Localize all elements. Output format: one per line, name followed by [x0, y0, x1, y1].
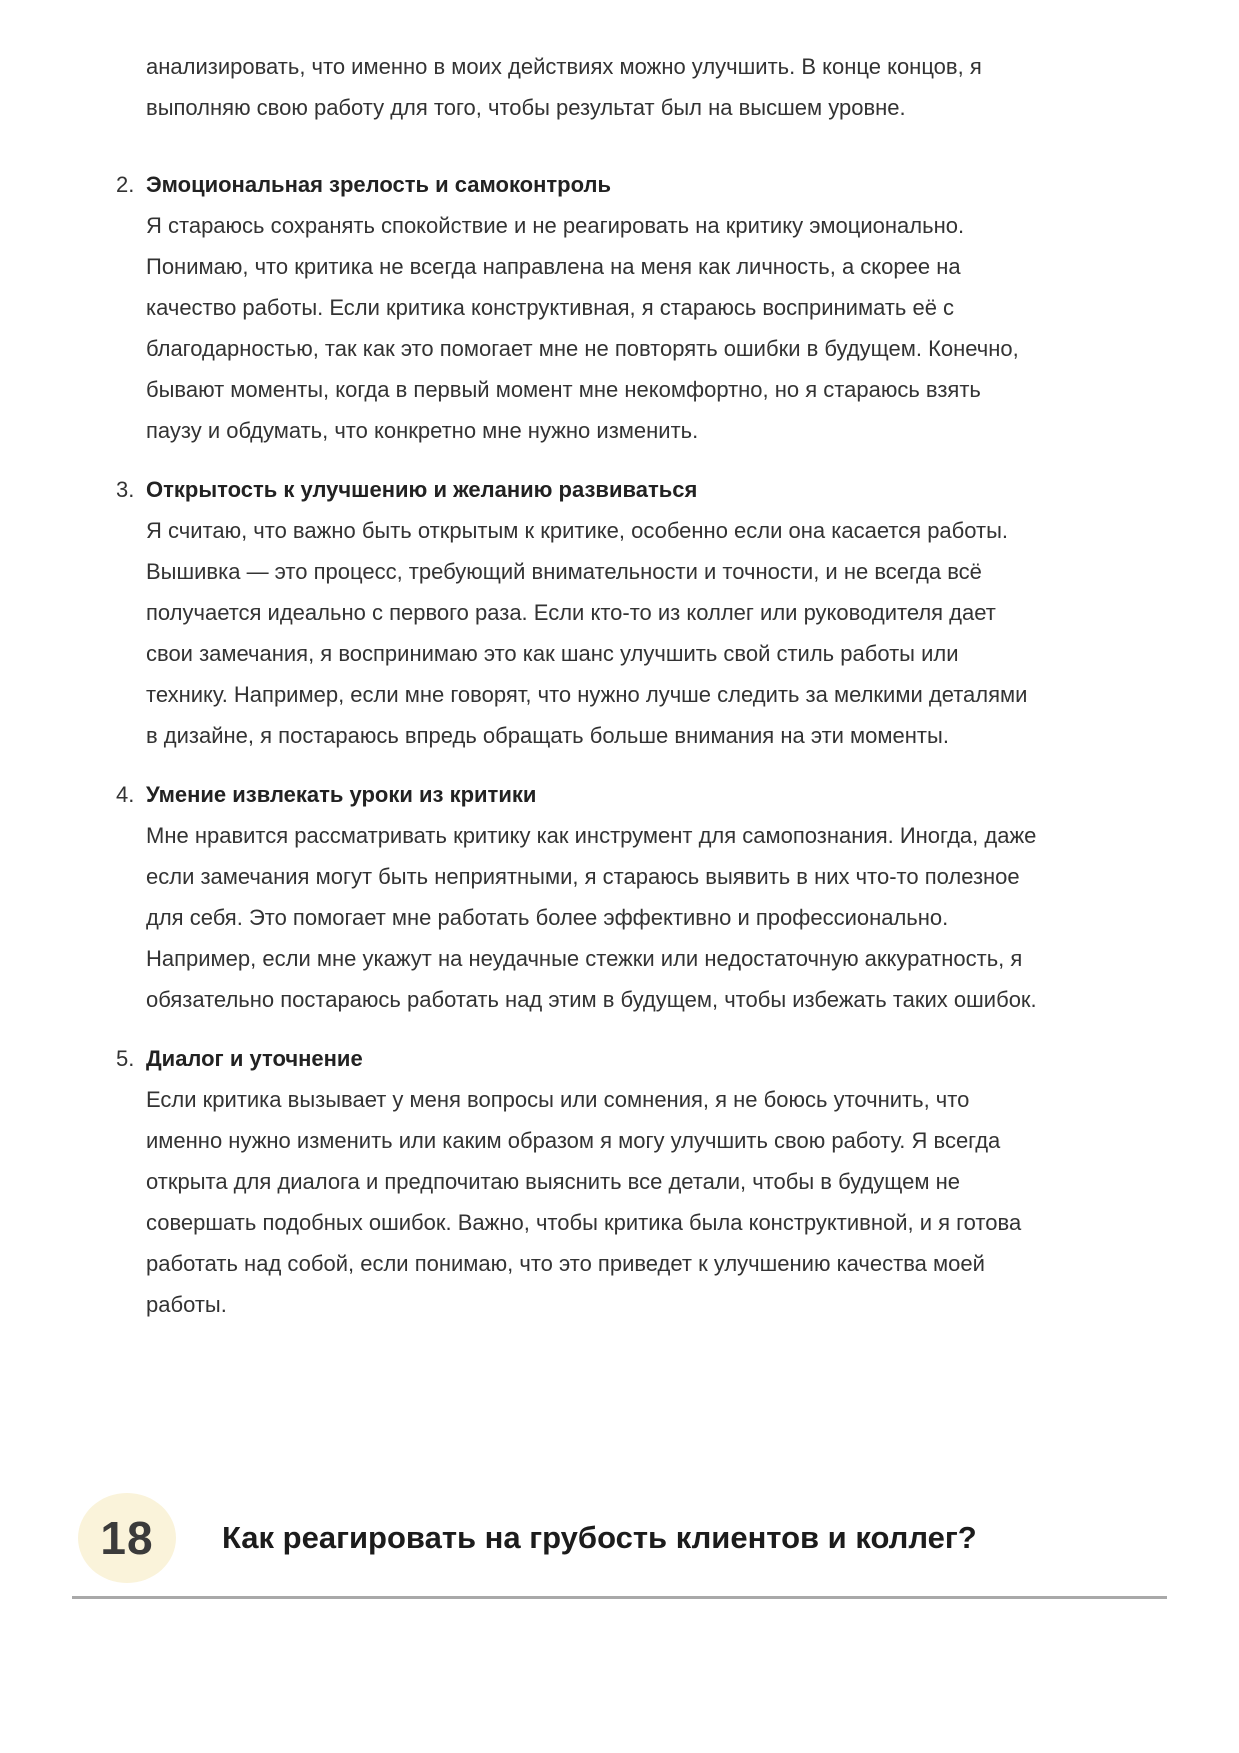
- section-header: [78, 1493, 977, 1583]
- section-number: 18: [100, 1512, 154, 1564]
- intro-paragraph: [146, 46, 1239, 128]
- list-item: [116, 164, 1239, 451]
- list-item: [116, 469, 1239, 756]
- item-title: Эмоциональная зрелость и самоконтроль: [146, 172, 611, 197]
- paragraph-line: Мне нравится рассматривать критику как инструмент для самопознания. Иногда, даже: [146, 823, 1037, 848]
- paragraph-line: работы.: [146, 1292, 227, 1317]
- section-divider: [72, 1596, 1167, 1599]
- item-heading: [116, 1038, 1239, 1079]
- item-title: Умение извлекать уроки из критики: [146, 782, 537, 807]
- paragraph-line: если замечания могут быть неприятными, я стараюсь выявить в них что-то полезное: [146, 864, 1020, 889]
- paragraph-line: именно нужно изменить или каким образом я могу улучшить свою работу. Я всегда: [146, 1128, 1001, 1153]
- paragraph-line: Например, если мне укажут на неудачные стежки или недостаточную аккуратность, я: [146, 946, 1023, 971]
- paragraph-line: свои замечания, я воспринимаю это как шанс улучшить свой стиль работы или: [146, 641, 959, 666]
- section-number-badge: [78, 1493, 176, 1583]
- paragraph-line: получается идеально с первого раза. Если кто-то из коллег или руководителя дает: [146, 600, 996, 625]
- paragraph-line: паузу и обдумать, что конкретно мне нужно изменить.: [146, 418, 699, 443]
- item-number: 4.: [116, 782, 135, 807]
- paragraph-line: Я стараюсь сохранять спокойствие и не реагировать на критику эмоционально.: [146, 213, 965, 238]
- item-number: 2.: [116, 172, 135, 197]
- paragraph-line: анализировать, что именно в моих действиях можно улучшить. В конце концов, я: [146, 54, 982, 79]
- numbered-list: [116, 164, 1239, 1325]
- paragraph-line: открыта для диалога и предпочитаю выяснить все детали, чтобы в будущем не: [146, 1169, 961, 1194]
- item-title: Диалог и уточнение: [146, 1046, 363, 1071]
- paragraph-line: качество работы. Если критика конструктивная, я стараюсь воспринимать её с: [146, 295, 955, 320]
- item-heading: [116, 469, 1239, 510]
- paragraph-line: Я считаю, что важно быть открытым к критике, особенно если она касается работы.: [146, 518, 1009, 543]
- paragraph-line: бывают моменты, когда в первый момент мне некомфортно, но я стараюсь взять: [146, 377, 981, 402]
- paragraph-line: Вышивка — это процесс, требующий внимательности и точности, и не всегда всё: [146, 559, 982, 584]
- item-number: 3.: [116, 477, 135, 502]
- list-item: [116, 774, 1239, 1020]
- paragraph-line: технику. Например, если мне говорят, что нужно лучше следить за мелкими деталями: [146, 682, 1028, 707]
- paragraph-line: выполняю свою работу для того, чтобы результат был на высшем уровне.: [146, 95, 906, 120]
- paragraph-line: в дизайне, я постараюсь впредь обращать больше внимания на эти моменты.: [146, 723, 949, 748]
- paragraph-line: для себя. Это помогает мне работать более эффективно и профессионально.: [146, 905, 949, 930]
- item-number: 5.: [116, 1046, 135, 1071]
- item-heading: [116, 774, 1239, 815]
- section-title: Как реагировать на грубость клиентов и коллег?: [222, 1520, 977, 1555]
- paragraph-line: обязательно постараюсь работать над этим в будущем, чтобы избежать таких ошибок.: [146, 987, 1037, 1012]
- item-title: Открытость к улучшению и желанию развиваться: [146, 477, 698, 502]
- paragraph-line: совершать подобных ошибок. Важно, чтобы критика была конструктивной, и я готова: [146, 1210, 1022, 1235]
- list-item: [116, 1038, 1239, 1325]
- paragraph-line: работать над собой, если понимаю, что это приведет к улучшению качества моей: [146, 1251, 985, 1276]
- item-heading: [116, 164, 1239, 205]
- paragraph-line: Если критика вызывает у меня вопросы или сомнения, я не боюсь уточнить, что: [146, 1087, 970, 1112]
- paragraph-line: благодарностью, так как это помогает мне не повторять ошибки в будущем. Конечно,: [146, 336, 1019, 361]
- paragraph-line: Понимаю, что критика не всегда направлена на меня как личность, а скорее на: [146, 254, 961, 279]
